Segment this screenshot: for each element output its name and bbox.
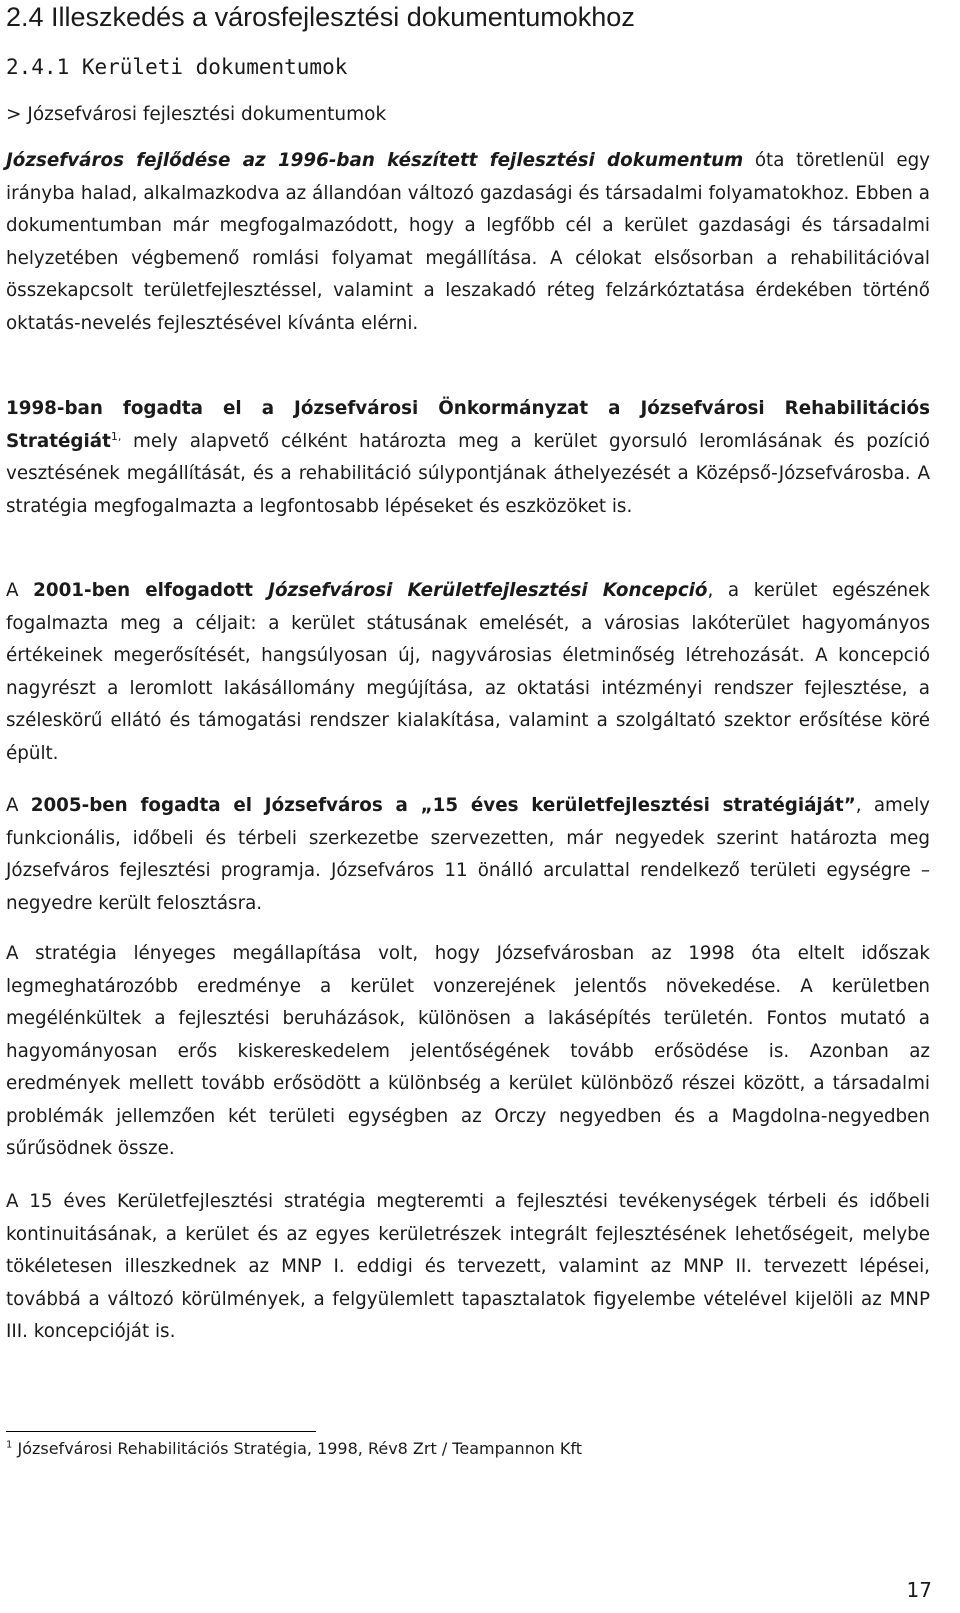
paragraph-5: A stratégia lényeges megállapítása volt, hogy Józsefvárosban az 1998 óta eltelt időszak legmeghatározóbb eredménye a kerület vonzerejének jelentős növekedése. A kerületben megélénkültek a fejlesztési beruházások, különösen a lakásépítés területén. Fontos mutató a hagyományosan erős kiskereskedelem jelentőségének tovább erősödése is. Azonban az eredmények mellett tovább erősödött a különbség a kerület különböző részei között, a társadalmi problémák jellemzően két területi egységben az Orczy negyedben és a Magdolna-negyedben sűrűsödnek össze. xyxy=(6,943,930,1159)
footnote-divider xyxy=(6,1431,316,1432)
footnote-ref: 1, xyxy=(110,429,122,443)
paragraph-4: A 2005-ben fogadta el Józsefváros a „15 éves kerületfejlesztési stratégiáját”, amely funkcionális, időbeli és térbeli szerkezetbe szervezetten, már negyedek szerint határozta meg Józsefváros fejlesztési programja. Józsefváros 11 önálló arculattal rendelkező területi egységre – negyedre került felosztásra. xyxy=(6,795,930,914)
footnote-text: Józsefvárosi Rehabilitációs Stratégia, 1998, Rév8 Zrt / Teampannon Kft xyxy=(17,1439,582,1458)
paragraph-6: A 15 éves Kerületfejlesztési stratégia megteremti a fejlesztési tevékenységek térbeli és időbeli kontinuitásának, a kerület és az egyes kerületrészek integrált fejlesztésének lehetőségeit, melybe tökéletesen illeszkednek az MNP I. eddigi és tervezett, valamint az MNP II. tervezett lépései, továbbá a változó körülmények, a felgyülemlett tapasztalatok figyelembe vételével kijelöli az MNP III. koncepcióját is. xyxy=(6,1191,930,1342)
section-heading: 2.4 Illeszkedés a városfejlesztési dokumentumokhoz xyxy=(6,2,635,32)
paragraph-2: 1998-ban fogadta el a Józsefvárosi Önkormányzat a Józsefvárosi Rehabilitációs Stratégiát$^{1,}$ mely alapvető célként határozta meg a kerület gyorsuló leromlásának és pozíció vesztésének megállítását, és a rehabilitáció súlypontjának áthelyezését a Középső-Józsefvárosba. A stratégia megfogalmazta a legfontosabb lépéseket és eszközöket is. xyxy=(6,398,930,517)
paragraph-3: A 2001-ben elfogadott Józsefvárosi Kerületfejlesztési Koncepció, a kerület egészének fogalmazta meg a céljait: a kerület státusának emelését, a városias lakóterület hagyományos értékeinek megerősítését, hangsúlyosan új, nagyvárosias életminőség létrehozását. A koncepció nagyrészt a leromlott lakásállomány megújítása, az oktatási intézményi rendszer fejlesztése, a széleskörű ellátó és támogatási rendszer kialakítása, valamint a szolgáltató szektor erősítése köré épült. xyxy=(6,580,930,764)
page-number: 17 xyxy=(906,1578,932,1602)
subsection-heading: 2.4.1 Kerületi dokumentumok xyxy=(6,55,348,79)
footnote-mark: 1 xyxy=(6,1439,13,1451)
section-title: > Józsefvárosi fejlesztési dokumentumok xyxy=(6,104,387,125)
footnote xyxy=(6,1439,582,1458)
paragraph-1: Józsefváros fejlődése az 1996-ban készített fejlesztési dokumentum óta töretlenül egy irányba halad, alkalmazkodva az állandóan változó gazdasági és társadalmi folyamatokhoz. Ebben a dokumentumban már megfogalmazódott, hogy a legfőbb cél a kerület gazdasági és társadalmi helyzetében végbemenő romlási folyamat megállítása. A célokat elsősorban a rehabilitációval összekapcsolt területfejlesztéssel, valamint a leszakadó réteg felzárkóztatása érdekében történő oktatás-nevelés fejlesztésével kívánta elérni. xyxy=(6,150,930,334)
